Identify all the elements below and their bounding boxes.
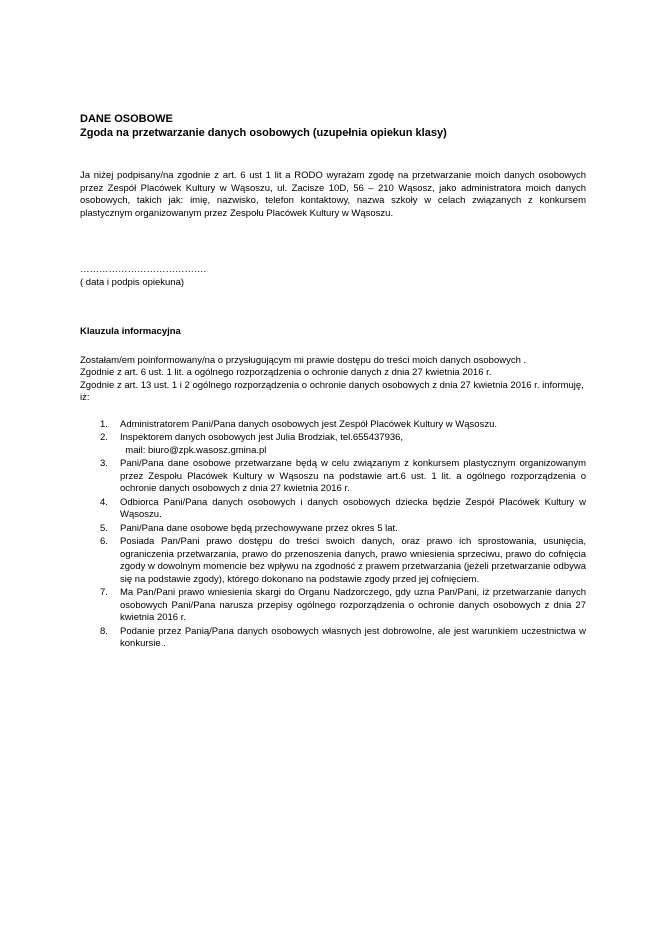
document-title: DANE OSOBOWE <box>80 113 173 125</box>
clause-list <box>80 419 586 651</box>
list-item <box>80 432 586 457</box>
consent-section <box>80 170 586 220</box>
signature-block <box>80 264 586 289</box>
list-item-text: Posiada Pan/Pani prawo dostępu do treści swoich danych, oraz prawo ich sprostowania, usunięcia, ograniczenia przetwarzania, prawo do przenoszenia danych, prawo wniesienia sprzeciwu, prawo do cofnięcia zgody w dowolnym momencie bez wpływu na zgodność z prawem przetwarzania (jeżeli przetwarzanie odbywa się na podstawie zgody), którego dokonano na podstawie zgody przed jej cofnięciem. <box>120 536 586 585</box>
list-item-number: 4. <box>100 496 108 508</box>
signature-line: …………………………………. <box>80 264 207 275</box>
list-item-text: Inspektorem danych osobowych jest Julia Brodziak, tel.655437936, <box>120 432 404 443</box>
clause-heading: Klauzula informacyjna <box>80 326 181 337</box>
list-item-number: 1. <box>100 418 108 430</box>
list-item <box>80 419 586 432</box>
list-item <box>80 523 586 536</box>
inspector-email: mail: biuro@zpk.wasosz.gmina.pl <box>125 444 267 456</box>
list-item-text: Odbiorca Pani/Pana danych osobowych i danych osobowych dziecka będzie Zespół Placówek Kultury w Wąsoszu. <box>120 496 586 520</box>
signature-label: ( data i podpis opiekuna) <box>80 276 185 288</box>
document-content <box>80 112 586 652</box>
list-item-number: 2. <box>100 432 108 443</box>
list-item <box>80 626 586 651</box>
clause-intro-line-1: Zostałam/em poinformowany/na o przysługującym mi prawie dostępu do treści moich danych osobowych . <box>80 354 527 366</box>
list-item <box>80 587 586 625</box>
list-item-number: 7. <box>100 587 108 598</box>
list-item-number: 8. <box>100 625 108 637</box>
consent-text: Ja niżej podpisany/na zgodnie z art. 6 ust 1 lit a RODO wyrażam zgodę na przetwarzanie moich danych osobowych przez Zespół Placówek Kultury w Wąsoszu, ul. Zacisze 10D, 56 – 210 Wąsosz, jako administratora moich danych osobowych, takich jak: imię, nazwisko, telefon kontaktowy, nazwa szkoły w celach związanych z konkursem plastycznym organizowanym przez Zespołu Placówek Kultury w Wąsoszu. <box>80 170 586 219</box>
clause-intro-line-3: Zgodnie z art. 13 ust. 1 i 2 ogólnego rozporządzenia o ochronie danych osobowych z dnia 27 kwietnia 2016 r. informuję, iż: <box>80 379 584 403</box>
list-item-subtext <box>108 445 586 458</box>
document-subtitle: Zgoda na przetwarzanie danych osobowych (uzupełnia opiekun klasy) <box>80 127 447 139</box>
list-item-number: 5. <box>100 522 108 534</box>
list-item-text: Administratorem Pani/Pana danych osobowych jest Zespół Placówek Kultury w Wąsoszu. <box>120 418 498 430</box>
list-item <box>80 458 586 496</box>
list-item-text: Pani/Pana dane osobowe będą przechowywane przez okres 5 lat. <box>120 522 398 534</box>
list-item <box>80 536 586 586</box>
clause-intro <box>80 355 586 405</box>
list-item-text: Pani/Pana dane osobowe przetwarzane będą w celu związanym z konkursem plastycznym organizowanym przez Zespołu Placówek Kultury w Wąsoszu na podstawie art.6 ust. 1 lit. a ogólnego rozporządzenia o ochronie danych osobowych z dnia 27 kwietnia 2016 r. <box>120 458 586 494</box>
list-item-text: Podanie przez Panią/Pana danych osobowych własnych jest dobrowolne, ale jest warunkiem uczestnictwa w konkursie . <box>120 625 586 649</box>
clause-intro-line-2: Zgodnie z art. 6 ust. 1 lit. a ogólnego rozporządzenia o ochronie danych z dnia 27 kwietnia 2016 r. <box>80 367 492 378</box>
list-item-number: 6. <box>100 536 108 547</box>
list-item <box>80 497 586 522</box>
list-item-text: Ma Pan/Pani prawo wniesienia skargi do Organu Nadzorczego, gdy uzna Pan/Pani, iż przetwarzanie danych osobowych Pani/Pana narusza przepisy ogólnego rozporządzenia o ochronie danych osobowych z dnia 27 kwietnia 2016 r. <box>120 587 586 623</box>
list-item-number: 3. <box>100 458 108 469</box>
